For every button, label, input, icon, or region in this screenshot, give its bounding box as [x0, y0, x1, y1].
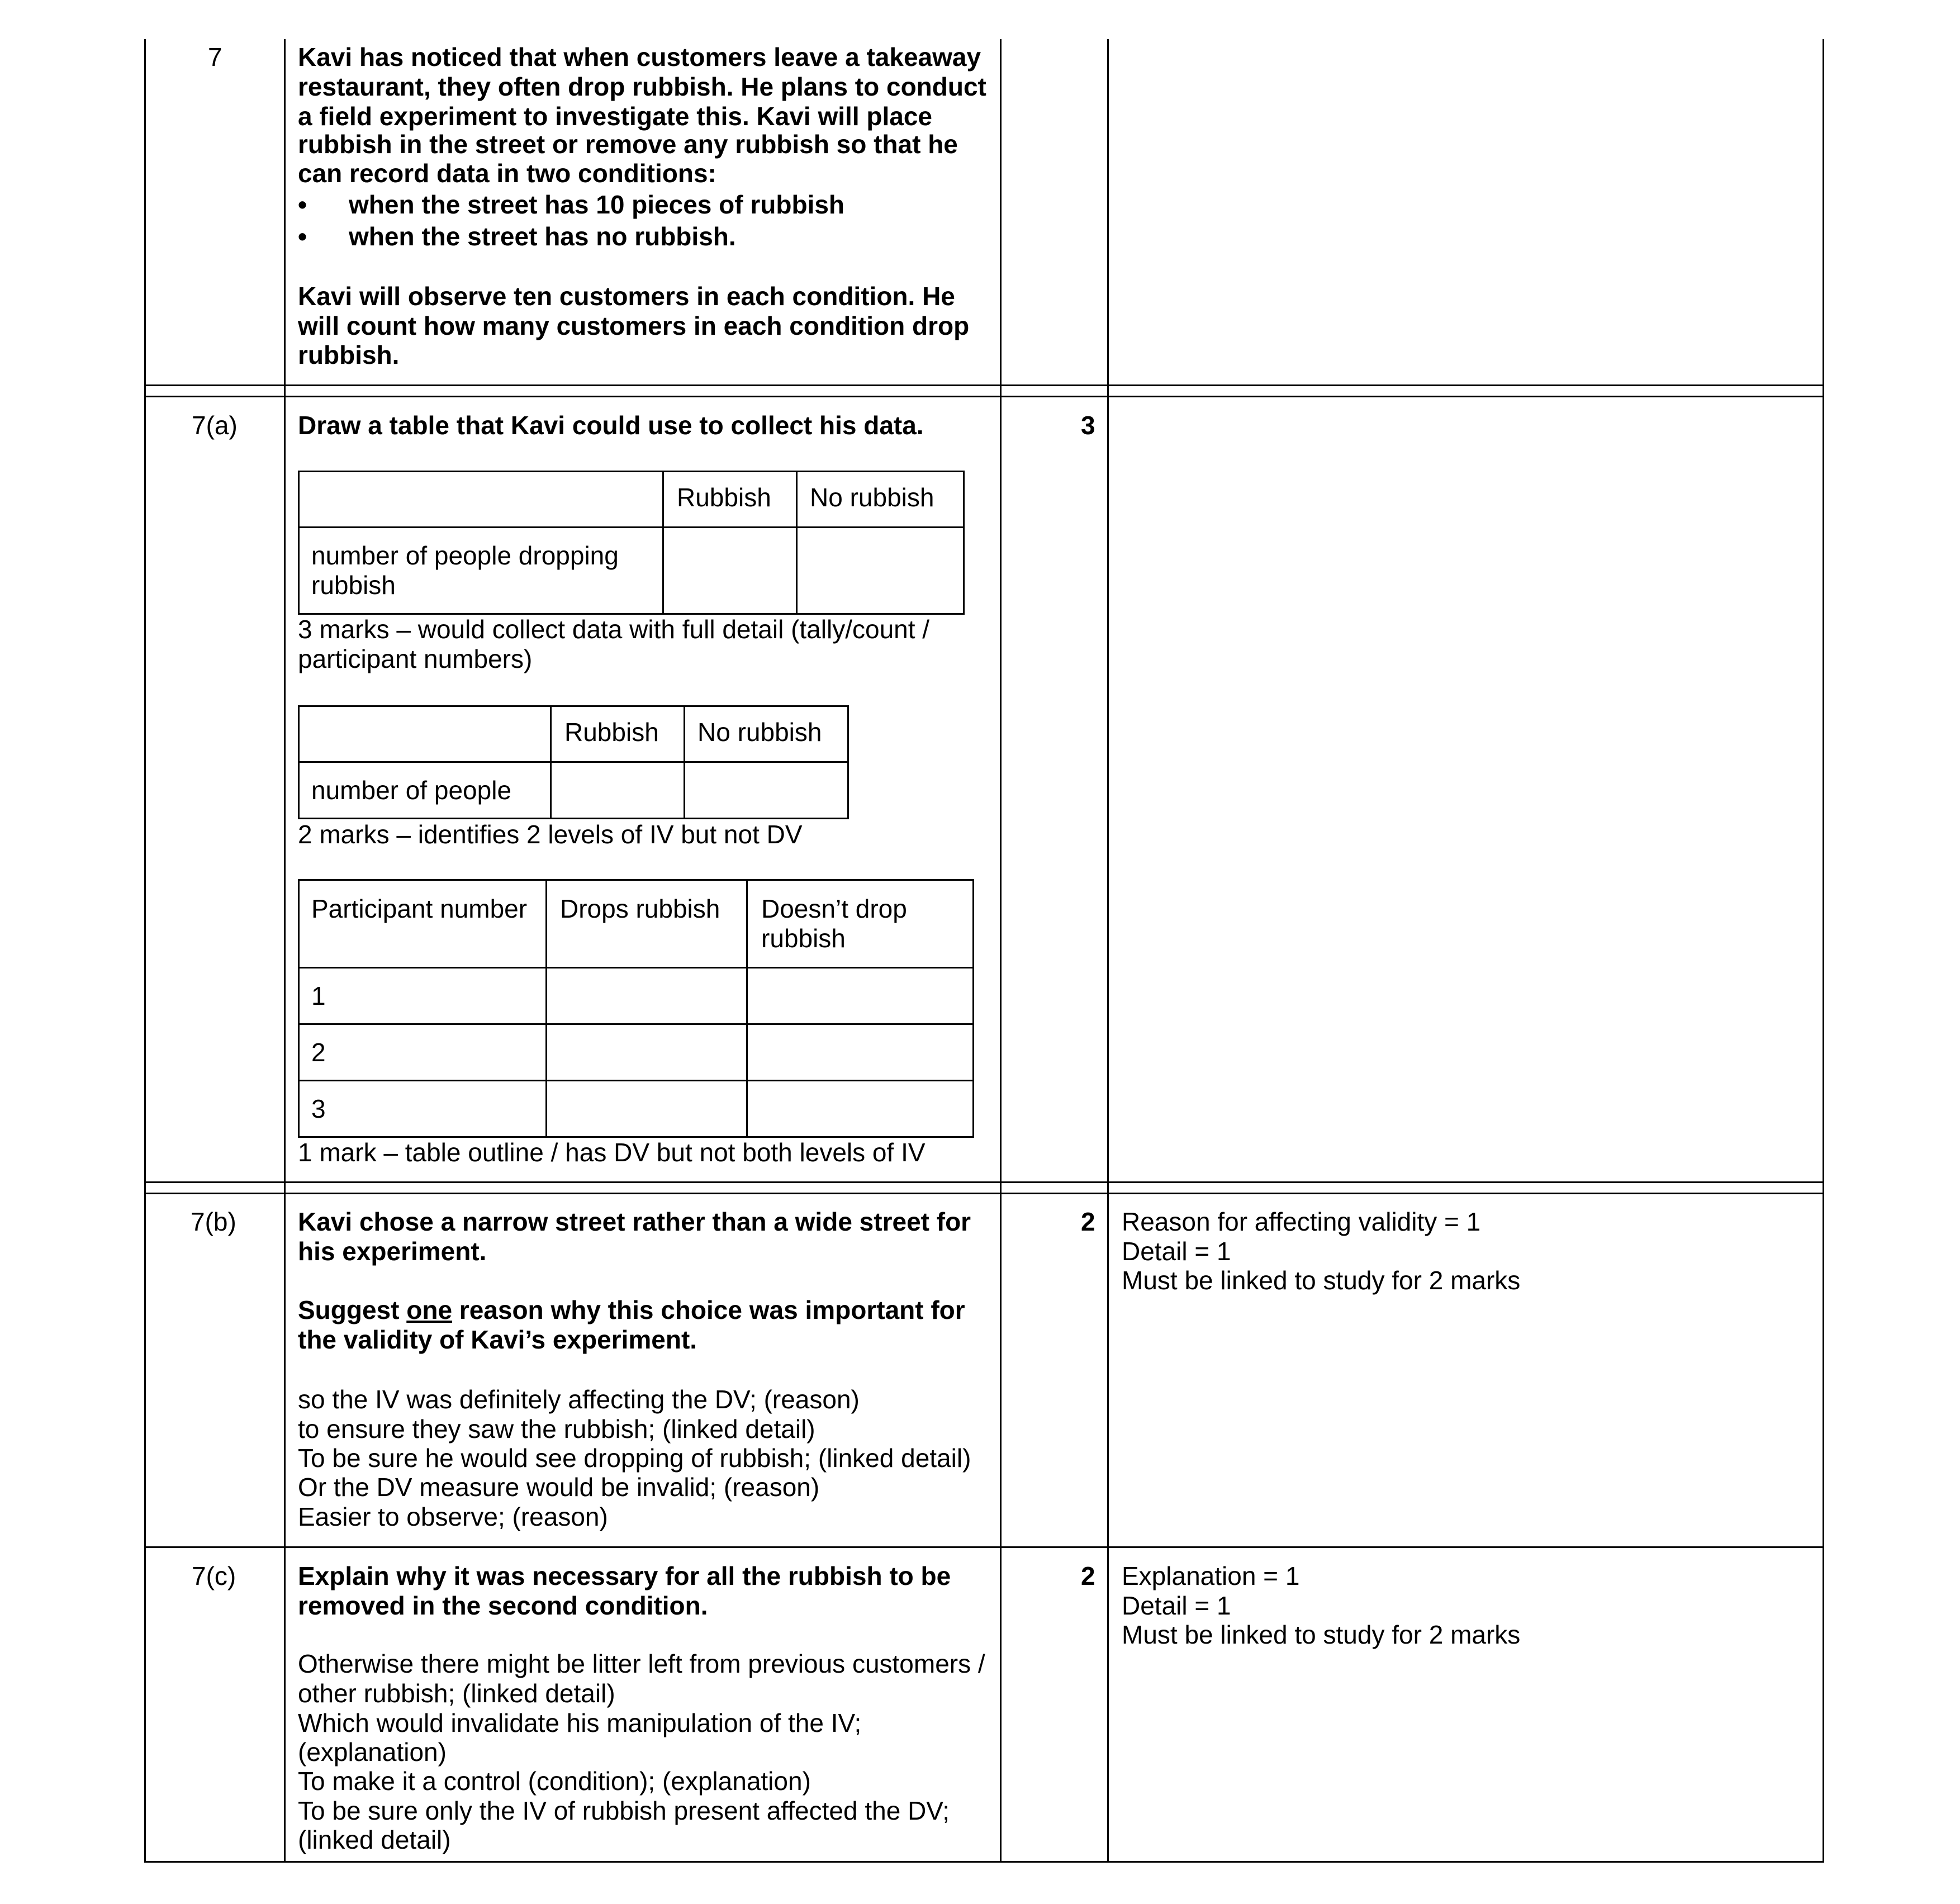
- question-text: Explain why it was necessary for all the rubbish to be: [298, 1561, 951, 1590]
- table-cell: [298, 1023, 547, 1081]
- bullet-icon: •: [298, 190, 307, 219]
- question-stem-line: restaurant, they often drop rubbish. He plans to conduct: [298, 72, 986, 101]
- table-header: Participant number: [311, 894, 528, 923]
- table-cell: [298, 879, 547, 968]
- table-caption: participant numbers): [298, 644, 533, 673]
- table-header: No rubbish: [697, 718, 822, 747]
- table-cell: [298, 1080, 547, 1138]
- table-row-label: number of people: [311, 776, 512, 805]
- guidance-line: Must be linked to study for 2 marks: [1122, 1620, 1521, 1649]
- table-cell: [662, 526, 798, 615]
- question-text: Kavi chose a narrow street rather than a wide street for: [298, 1207, 971, 1236]
- question-stem-line: rubbish.: [298, 340, 400, 369]
- grid-line-v1: [144, 39, 146, 1863]
- table-header: Drops rubbish: [560, 894, 720, 923]
- answer-line: Easier to observe; (reason): [298, 1502, 608, 1531]
- question-text: his experiment.: [298, 1237, 487, 1266]
- marks-value: 2: [1081, 1207, 1095, 1236]
- answer-line: Or the DV measure would be invalid; (reason): [298, 1473, 820, 1502]
- question-stem-line: will count how many customers in each condition drop: [298, 311, 970, 340]
- grid-line-v5: [1823, 39, 1824, 1863]
- table-cell: [298, 471, 664, 528]
- table-header: No rubbish: [810, 483, 934, 512]
- answer-line: so the IV was definitely affecting the DV; (reason): [298, 1385, 860, 1414]
- question-text: Draw a table that Kavi could use to collect his data.: [298, 411, 924, 440]
- grid-separator: [144, 1181, 1824, 1183]
- grid-line-v2: [284, 39, 286, 1863]
- question-stem-line: Kavi will observe ten customers in each condition. He: [298, 282, 955, 311]
- table-caption: 2 marks – identifies 2 levels of IV but not DV: [298, 820, 803, 849]
- question-stem-line: a field experiment to investigate this. Kavi will place: [298, 102, 933, 131]
- question-number: 7: [208, 42, 222, 72]
- answer-line: Which would invalidate his manipulation of the IV;: [298, 1708, 862, 1737]
- underlined-one: one: [406, 1295, 453, 1324]
- answer-line: other rubbish; (linked detail): [298, 1679, 615, 1708]
- answer-line: Otherwise there might be litter left from previous customers /: [298, 1649, 985, 1678]
- answer-line: To be sure he would see dropping of rubbish; (linked detail): [298, 1444, 971, 1473]
- question-text: removed in the second condition.: [298, 1591, 708, 1620]
- answer-line: To make it a control (condition); (explanation): [298, 1767, 811, 1796]
- answer-line: (linked detail): [298, 1825, 451, 1854]
- suggest-pre: Suggest: [298, 1295, 407, 1324]
- bullet-icon: •: [298, 222, 307, 251]
- table-row-label: 1: [311, 981, 326, 1010]
- guidance-line: Detail = 1: [1122, 1591, 1231, 1620]
- grid-separator: [144, 1546, 1824, 1548]
- table-row-label: rubbish: [311, 571, 396, 600]
- table-cell: [298, 967, 547, 1025]
- table-header: Rubbish: [677, 483, 771, 512]
- table-caption: 1 mark – table outline / has DV but not both levels of IV: [298, 1138, 926, 1167]
- guidance-line: Explanation = 1: [1122, 1561, 1300, 1590]
- table-cell: [684, 761, 849, 819]
- question-text: [298, 1295, 965, 1325]
- grid-separator: [144, 1861, 1824, 1863]
- question-stem-line: Kavi has noticed that when customers leave a takeaway: [298, 42, 981, 72]
- marks-value: 3: [1081, 411, 1095, 440]
- table-cell: [796, 526, 965, 615]
- table-cell: [746, 1023, 974, 1081]
- table-row-label: 2: [311, 1038, 326, 1067]
- table-cell: [746, 967, 974, 1025]
- table-row-label: 3: [311, 1094, 326, 1123]
- grid-separator: [144, 1193, 1824, 1194]
- guidance-line: Must be linked to study for 2 marks: [1122, 1266, 1521, 1295]
- bullet-item: when the street has 10 pieces of rubbish: [349, 190, 845, 219]
- question-text: the validity of Kavi’s experiment.: [298, 1325, 697, 1354]
- grid-line-v3: [1000, 39, 1002, 1863]
- guidance-line: Detail = 1: [1122, 1237, 1231, 1266]
- suggest-post: reason why this choice was important for: [452, 1295, 965, 1324]
- question-number: 7(b): [191, 1207, 236, 1236]
- table-header: rubbish: [761, 924, 846, 953]
- table-cell: [545, 967, 748, 1025]
- table-cell: [746, 1080, 974, 1138]
- question-stem-line: rubbish in the street or remove any rubbish so that he: [298, 130, 958, 159]
- question-stem-line: can record data in two conditions:: [298, 159, 716, 188]
- question-number: 7(a): [192, 411, 238, 440]
- table-cell: [545, 879, 748, 968]
- guidance-line: Reason for affecting validity = 1: [1122, 1207, 1481, 1236]
- table-cell: [550, 761, 685, 819]
- answer-line: To be sure only the IV of rubbish present affected the DV;: [298, 1796, 950, 1825]
- table-header: Rubbish: [564, 718, 659, 747]
- marks-value: 2: [1081, 1561, 1095, 1590]
- answer-line: (explanation): [298, 1737, 447, 1767]
- bullet-item: when the street has no rubbish.: [349, 222, 736, 251]
- question-number: 7(c): [192, 1561, 236, 1590]
- table-row-label: number of people dropping: [311, 541, 619, 570]
- table-cell: [298, 705, 552, 763]
- table-header: Doesn’t drop: [761, 894, 907, 923]
- table-caption: 3 marks – would collect data with full detail (tally/count /: [298, 615, 930, 644]
- grid-line-v4: [1107, 39, 1109, 1863]
- grid-separator: [144, 396, 1824, 397]
- grid-separator: [144, 384, 1824, 386]
- table-cell: [545, 1080, 748, 1138]
- table-cell: [545, 1023, 748, 1081]
- answer-line: to ensure they saw the rubbish; (linked detail): [298, 1414, 815, 1444]
